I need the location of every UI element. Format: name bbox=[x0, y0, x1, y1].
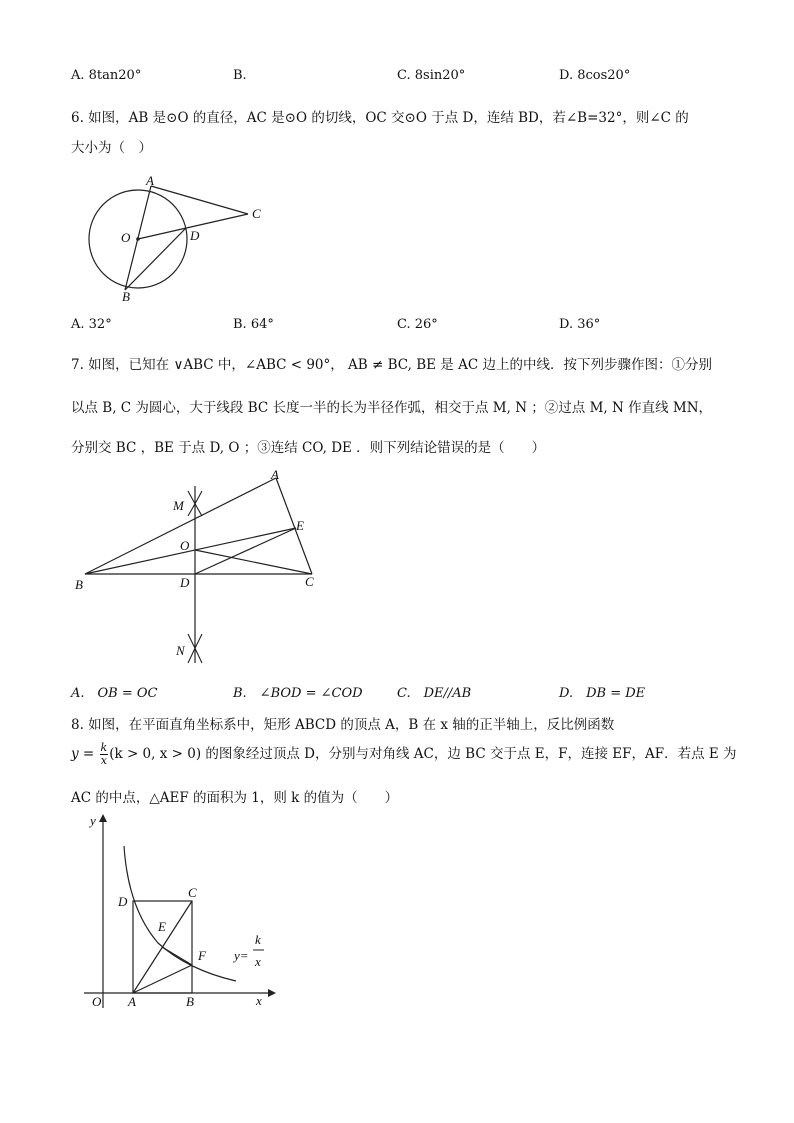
q7-option-c: C. DE//AB bbox=[397, 686, 472, 701]
q7-option-a: A. OB = OC bbox=[71, 686, 158, 701]
q8-label-e: E bbox=[158, 919, 166, 934]
q6-option-a: A. 32° bbox=[71, 317, 112, 332]
q7-segment-co bbox=[195, 550, 312, 574]
q8-hyperbola-curve bbox=[124, 846, 236, 981]
q5-option-d: D. 8cos20° bbox=[559, 68, 631, 83]
q8-frac-den: x bbox=[100, 754, 107, 767]
q7-label-n: N bbox=[176, 643, 185, 658]
q7-label-a: A bbox=[271, 467, 279, 482]
q8-label-x: x bbox=[256, 993, 262, 1008]
q8-label-o: O bbox=[92, 994, 102, 1009]
q7-label-d: D bbox=[180, 575, 190, 590]
q8-figure bbox=[78, 808, 278, 1018]
q7-stem-line1: 7. 如图，已知在 ∨ABC 中，∠ABC < 90°， AB ≠ BC, BE 是 AC 边上的中线．按下列步骤作图：①分别 bbox=[71, 357, 712, 373]
q7-side-ac bbox=[276, 478, 312, 574]
q8-stem-line3: AC 的中点，△AEF 的面积为 1，则 k 的值为（ ） bbox=[71, 790, 399, 806]
q6-stem-line2: 大小为（ ） bbox=[71, 140, 152, 156]
q7-label-b: B bbox=[75, 577, 83, 592]
q8-label-y: y bbox=[90, 813, 96, 828]
q7-option-b: B. ∠BOD = ∠COD bbox=[233, 686, 363, 701]
q6-stem-line1: 6. 如图，AB 是⊙O 的直径，AC 是⊙O 的切线，OC 交⊙O 于点 D，连结 BD，若∠B=32°，则∠C 的 bbox=[71, 110, 689, 126]
q7-label-e: E bbox=[296, 518, 304, 533]
q6-segment-bd bbox=[125, 228, 186, 290]
q6-label-c: C bbox=[252, 206, 261, 221]
q7-stem-line3: 分别交 BC ，BE 于点 D, O ；③连结 CO, DE ．则下列结论错误的是（ ） bbox=[71, 440, 546, 456]
q7-figure bbox=[70, 466, 330, 671]
q8-stem-line1: 8. 如图，在平面直角坐标系中，矩形 ABCD 的顶点 A，B 在 x 轴的正半轴上，反比例函数 bbox=[71, 717, 615, 733]
q7-label-m: M bbox=[173, 498, 184, 513]
q7-option-d: D. DB = DE bbox=[559, 686, 646, 701]
q8-curve-num: k bbox=[255, 932, 261, 947]
q7-label-o: O bbox=[180, 538, 190, 553]
q7-stem-line2: 以点 B, C 为圆心，大于线段 BC 长度一半的长为半径作弧，相交于点 M, N ；②过点 M, N 作直线 MN， bbox=[71, 400, 713, 416]
q6-option-d: D. 36° bbox=[559, 317, 601, 332]
q7-label-c: C bbox=[305, 574, 314, 589]
q8-curve-prefix: y= bbox=[234, 948, 249, 963]
q7-side-ba bbox=[85, 478, 276, 574]
q7-median-be bbox=[85, 528, 296, 574]
q5-option-b: B. bbox=[233, 68, 247, 83]
q8-frac-num: k bbox=[100, 741, 108, 754]
q8-func-fraction bbox=[100, 742, 109, 767]
q8-label-d: D bbox=[118, 894, 128, 909]
q8-stem-line2-suffix: (k > 0, x > 0) 的图象经过顶点 D，分别与对角线 AC，边 BC 交于点 E，F，连接 EF，AF．若点 E 为 bbox=[109, 746, 737, 762]
q8-y-arrow-icon bbox=[99, 814, 107, 822]
q6-figure bbox=[80, 168, 280, 308]
q8-label-a: A bbox=[128, 994, 136, 1009]
q8-x-arrow-icon bbox=[268, 989, 276, 997]
q8-curve-den: x bbox=[255, 954, 261, 969]
q8-label-b: B bbox=[186, 994, 194, 1009]
q6-label-a: A bbox=[146, 173, 154, 188]
q8-label-c: C bbox=[188, 885, 197, 900]
q8-label-f: F bbox=[198, 948, 206, 963]
q6-label-b: B bbox=[122, 289, 130, 304]
q6-option-b: B. 64° bbox=[233, 317, 274, 332]
q6-label-o: O bbox=[121, 230, 131, 245]
q6-tangent-ac bbox=[151, 186, 248, 214]
q5-option-a: A. 8tan20° bbox=[71, 68, 142, 83]
q5-option-c: C. 8sin20° bbox=[397, 68, 466, 83]
q8-stem-line2 bbox=[71, 742, 737, 767]
q6-label-d: D bbox=[190, 228, 200, 243]
q6-option-c: C. 26° bbox=[397, 317, 438, 332]
q6-center-dot bbox=[136, 237, 140, 241]
q8-func-prefix: y = bbox=[71, 746, 95, 762]
